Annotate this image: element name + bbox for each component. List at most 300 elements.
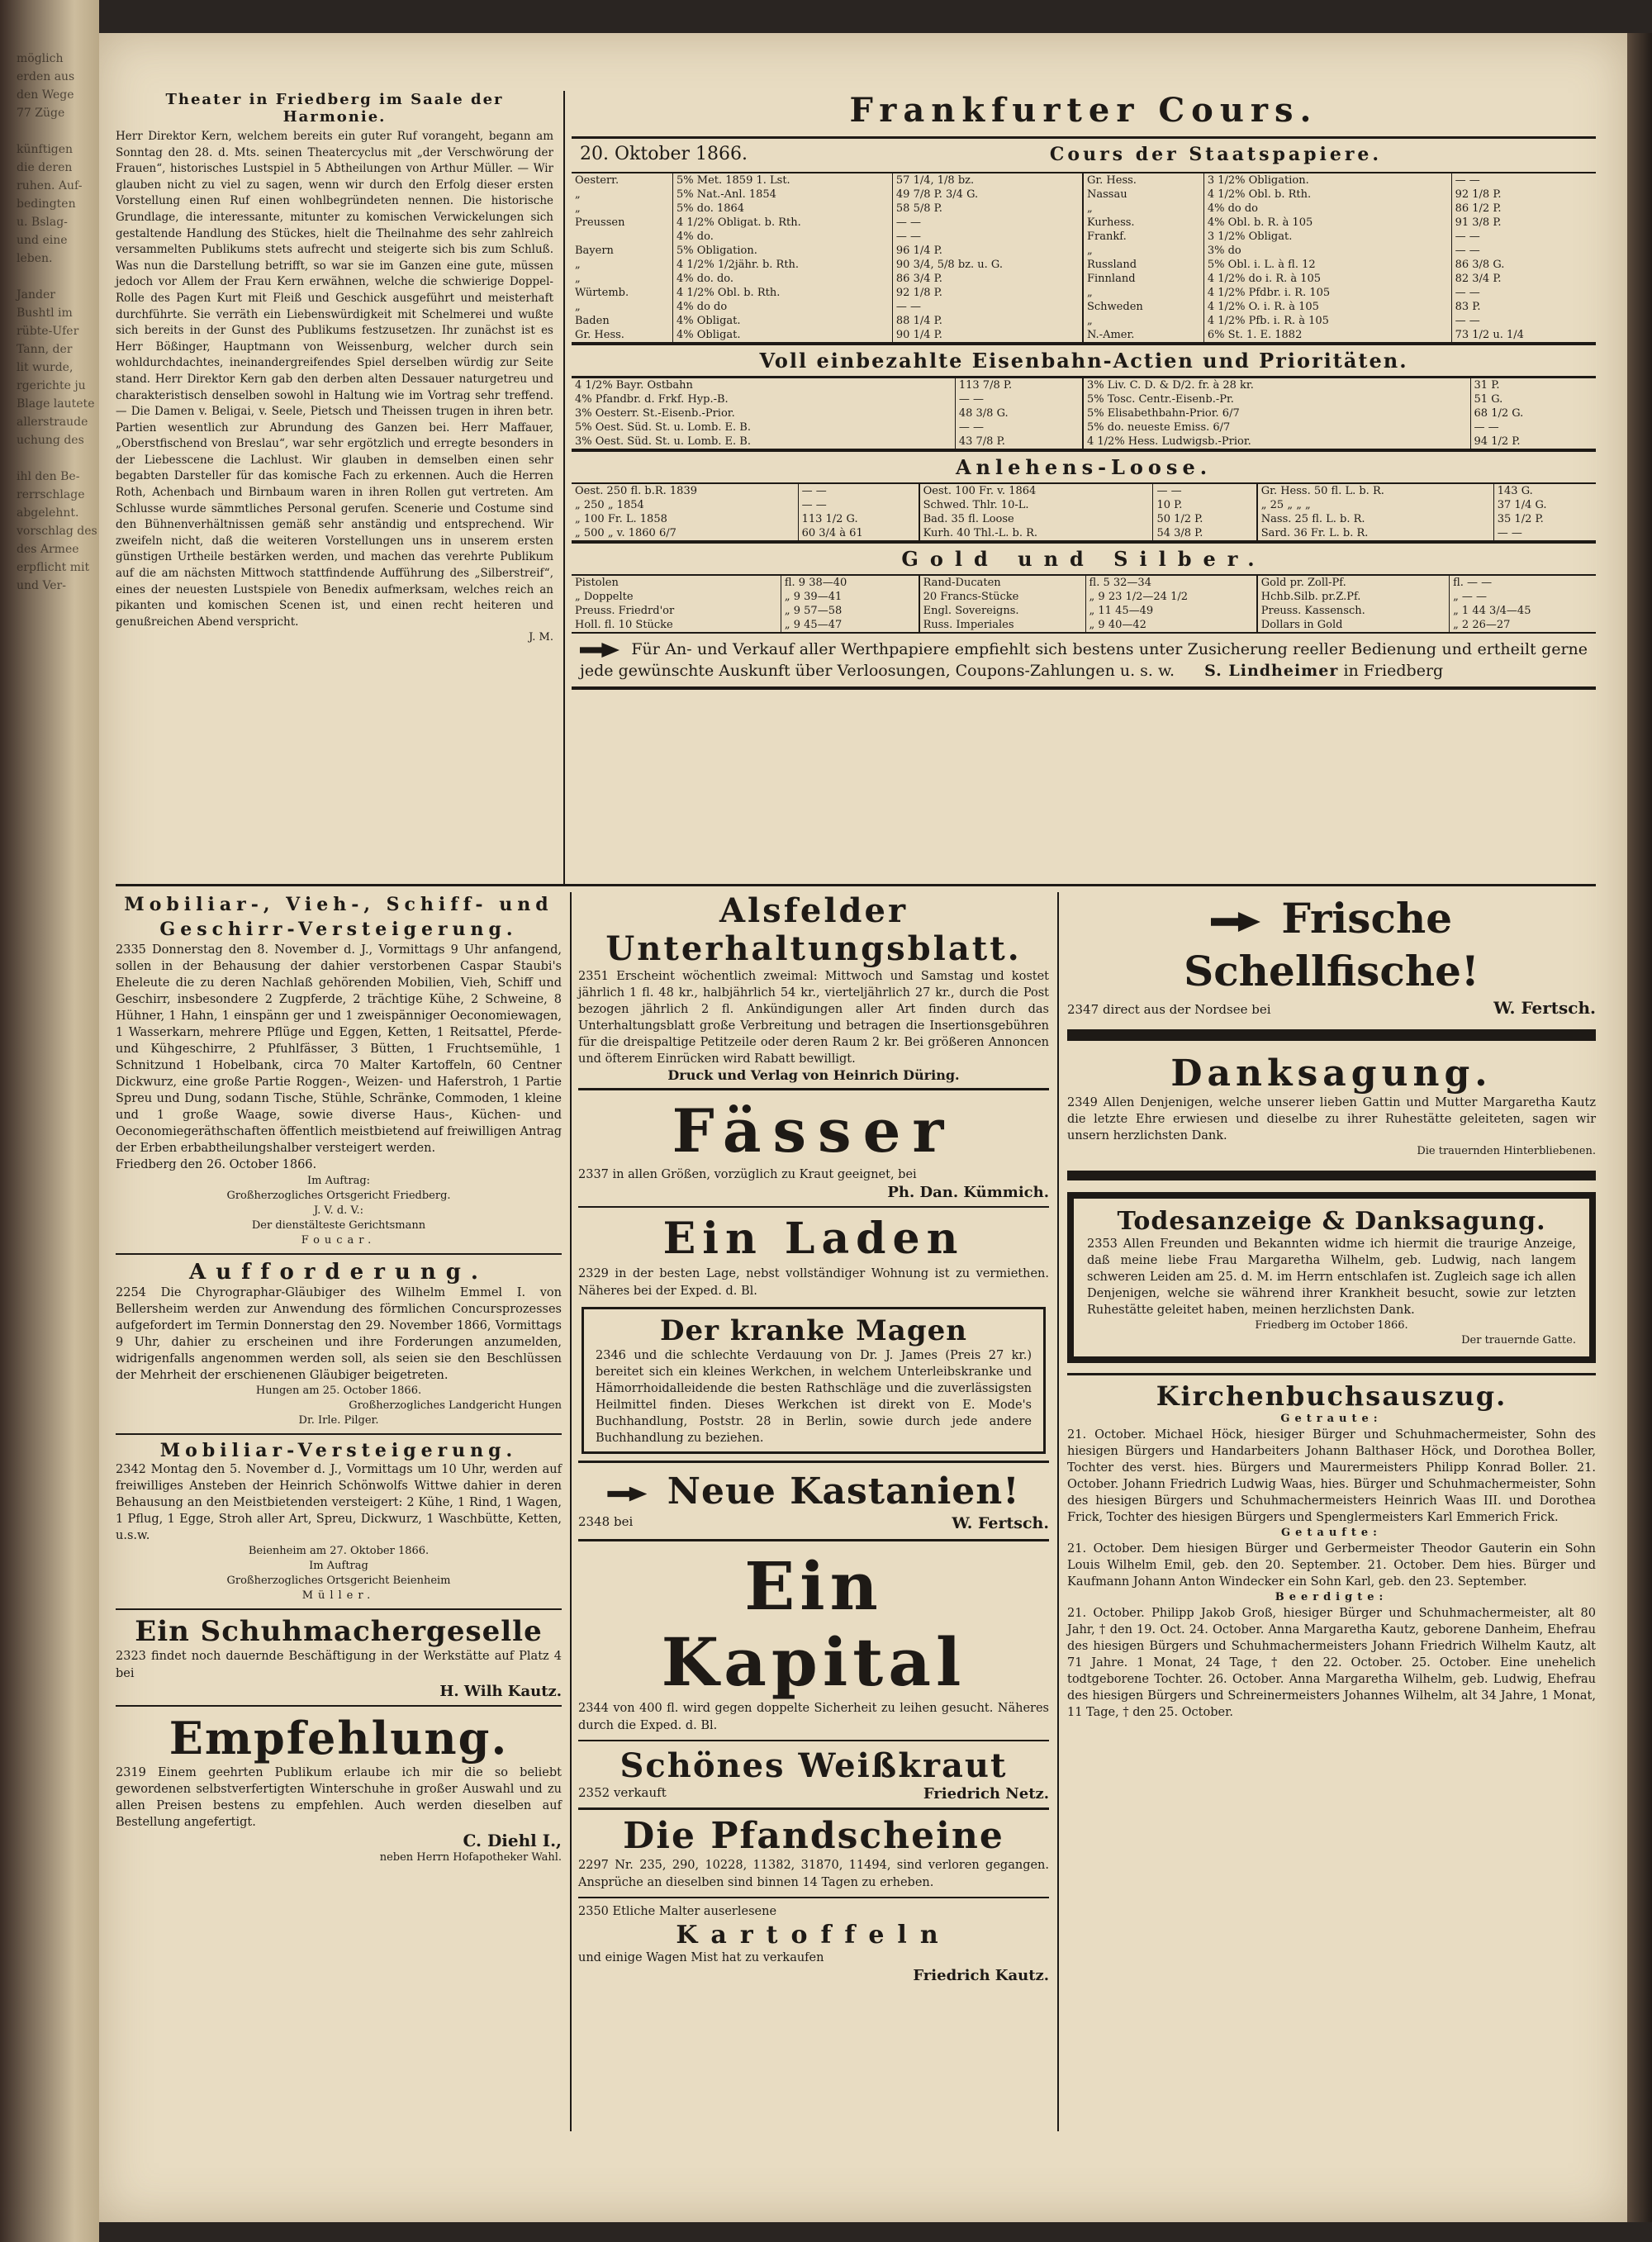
table-cell: — — [958,393,984,406]
table-row [1258,484,1596,498]
table-cell: 3% Oest. Süd. St. u. Lomb. E. B. [572,435,955,449]
table-cell: 96 1/4 P. [895,245,942,257]
table-cell: Oesterr. [572,173,673,188]
table-row [1084,202,1596,216]
table-cell: „ [572,202,673,216]
table-row [1084,406,1596,420]
getaufte-text: 21. October. Dem hiesigen Bürger und Gerbermeister Theodor Gauterin ein Sohn Louis Wilhelm Emil, geb. den 20. September. 21. October. Dem hies. Bürger und Kaufmann Johann Anton Windecker ein Sohn Karl, geb. den 23. September. [1067,1542,1596,1589]
kastanien-bei: bei [613,1514,634,1529]
kapital-ad [578,1548,1049,1735]
empfehlung-addr: neben Herrn Hofapotheker Wahl. [379,1851,562,1864]
table-row [1084,314,1596,328]
empfehlung-title: Empfehlung. [169,1712,509,1765]
alsfelder-title-1: Alsfelder [719,891,909,930]
table-cell: 4 1/2% do i. R. à 105 [1203,272,1451,286]
table-row [920,526,1257,540]
table-cell: 4 1/2% Obl. b. Rth. [1203,188,1451,202]
kartoffeln-name: Friedrich Kautz. [913,1967,1049,1984]
table-cell: — — [1156,485,1182,497]
table-cell: 5% Obl. i. L. à fl. 12 [1203,258,1451,272]
table-cell: 86 3/4 P. [895,273,942,285]
table-cell: 86 1/2 P. [1455,202,1502,215]
loose-title: Anlehens-Loose. [572,449,1596,484]
table-cell: 5% Met. 1859 1. Lst. [673,173,893,188]
table-cell: „ 9 23 1/2—24 1/2 [1089,591,1189,603]
pfandscheine-title: Die Pfandscheine [623,1815,1004,1857]
table-cell: „ — — [1453,591,1488,603]
table-cell: Oest. 250 fl. b.R. 1839 [572,484,798,498]
faesser-name: Ph. Dan. Kümmich. [887,1184,1049,1201]
table-row [572,392,1083,406]
table-cell: „ [572,272,673,286]
table-cell: Oest. 100 Fr. v. 1864 [920,484,1153,498]
cours-title: Frankfurter Cours. [849,91,1318,130]
table-cell: 6% St. 1. E. 1882 [1203,328,1451,342]
weisskraut-ad [578,1746,1049,1803]
kartoffeln-ad [578,1903,1049,1984]
table-cell: — — [895,216,922,229]
table-cell: 4% Obligat. [673,328,893,342]
table-row [1084,272,1596,286]
table-cell: „ 11 45—49 [1089,605,1154,617]
table-cell: 143 G. [1497,485,1533,497]
table-cell: „ 250 „ 1854 [572,498,798,512]
magen-text: 2346 und die schlechte Verdauung von Dr. J. James (Preis 27 kr.) bereitet sich ein kleines Werkchen, in welchem Unterleibskranke und Hämorrhoidalleidende die besten Rathschläge und die zuverlässigsten Heilmittel finden. Dieses Werkchen ist direkt von E. Mode's Buchhandlung, Poststr. 28 in Berlin, sowie durch jede andere Buchhandlung zu beziehen. [596,1349,1032,1445]
table-cell: 4 1/2% 1/2jähr. b. Rth. [673,258,893,272]
table-cell: Kurhess. [1084,216,1203,230]
table-cell: — — [895,301,922,313]
table-cell: Würtemb. [572,286,673,300]
mobiliar-1-ivd: J. V. d. V.: [313,1204,364,1217]
table-cell: 31 P. [1474,379,1500,392]
theater-article [116,91,553,645]
pointing-hand-icon [580,643,620,658]
schellfische-title: Frische Schellfische! [1184,894,1479,995]
empfehlung-ad [116,1712,562,1865]
table-cell: 57 1/4, 1/8 bz. [895,174,975,187]
kastanien-num: 2348 [578,1514,610,1529]
table-cell: „ 9 45—47 [784,619,843,631]
table-cell: 10 P. [1156,499,1183,511]
table-row [572,188,1083,202]
table-cell: „ 2 26—27 [1453,619,1511,631]
table-row [1084,300,1596,314]
aufforderung-names: Dr. Irle. Pilger. [298,1414,379,1427]
todesanzeige-date: Friedberg im October 1866. [1255,1319,1408,1332]
aufforderung-date: Hungen am 25. October 1866. [255,1385,422,1397]
table-row [572,202,1083,216]
table-row [1084,173,1596,188]
table-cell: Preuss. Friedrd'or [572,604,781,618]
table-row [572,230,1083,244]
table-cell: — — [1455,245,1480,257]
beerdigte-text: 21. October. Philipp Jakob Groß, hiesiger Bürger und Schuhmachermeister, alt 80 Jahr, † den 19. Oct. 24. October. Anna Margaretha Kautz, geborene Danheim, Ehefrau des hiesigen Bürgers und Schuhmachermeisters Johann Friedrich Wilhelm Kautz, alt 71 Jahre. 1 Monat, 24 Tage, † den 22. October. 25. October. Eine unehelich todtgeborene Tochter. 26. October. Anna Margaretha Wilhelm, geb. Ludwig, Ehefrau des hiesigen Bürgers und Schreinermeisters Johannes Wilhelm, alt 34 Jahre, 1 Monat, 11 Tage, † den 25. October. [1067,1607,1596,1719]
table-cell: Gr. Hess. [1084,173,1203,188]
lindheimer-notice [572,632,1596,686]
table-cell: 20 Francs-Stücke [920,590,1085,604]
table-cell: „ 500 „ v. 1860 6/7 [572,526,798,540]
pointing-hand-icon [1211,912,1260,932]
table-cell: — — [801,499,827,511]
danksagung-text: 2349 Allen Denjenigen, welche unserer lieben Gattin und Mutter Margaretha Kautz die letzte Ehre erwiesen und dieselbe zu ihrer Ruhestätte geleiteten, sagen wir unsern herzlichsten Dank. [1067,1096,1596,1142]
table-cell: 4% Obl. b. R. à 105 [1203,216,1451,230]
danksagung-ad [1067,1052,1596,1159]
empfehlung-text: 2319 Einem geehrten Publikum erlaube ich mir die so beliebt gewordenen selbstverfertigten Winterschuhe in großer Auswahl und zu allen Preisen bestens zu empfehlen. Auch werden dieselben auf Bestellung angefertigt. [116,1766,562,1829]
table-cell: 3 1/2% Obligat. [1203,230,1451,244]
table-row [1258,604,1596,618]
table-row [920,484,1257,498]
table-row [1258,590,1596,604]
pfandscheine-ad [578,1815,1049,1892]
table-cell: Bayern [572,244,673,258]
getaufte-heading: Getaufte: [1281,1527,1382,1539]
table-cell: 5% Tosc. Centr.-Eisenb.-Pr. [1084,392,1470,406]
getraute-heading: Getraute: [1280,1413,1383,1425]
table-row [572,576,919,590]
table-cell: „ [572,188,673,202]
table-cell: „ 9 57—58 [784,605,843,617]
weisskraut-name: Friedrich Netz. [923,1785,1049,1803]
mobiliar-ad-2 [116,1440,562,1603]
table-cell: — — [1455,230,1480,243]
mobiliar-1-official: Der dienstälteste Gerichtsmann [251,1219,426,1232]
table-cell: Schwed. Thlr. 10-L. [920,498,1153,512]
table-cell: Nassau [1084,188,1203,202]
lindheimer-place: in Friedberg [1343,662,1444,680]
table-cell: 4% do do [673,300,893,314]
table-cell: 86 3/8 G. [1455,259,1505,271]
table-row [572,512,919,526]
table-cell: 88 1/4 P. [895,315,942,327]
table-row [572,173,1083,188]
schellfische-text: 2347 direct aus der Nordsee bei [1067,1002,1271,1017]
table-row [572,328,1083,342]
left-column-ads [116,892,562,1865]
mobiliar-1-auftrag: Im Auftrag: [306,1175,371,1187]
table-row [572,420,1083,435]
faesser-text: 2337 in allen Größen, vorzüglich zu Kraut geeignet, bei [578,1168,917,1181]
eisenbahn-tables [572,378,1596,449]
schellfische-name: W. Fertsch. [1493,998,1596,1018]
empfehlung-name: C. Diehl I., [463,1831,562,1850]
table-cell: 4 1/2% Pfb. i. R. à 105 [1203,314,1451,328]
pfandscheine-text: 2297 Nr. 235, 290, 10228, 11382, 31870, 11494, sind verloren gegangen. Ansprüche an dieselben sind binnen 14 Tagen zu erheben. [578,1859,1049,1889]
gold-tables [572,576,1596,632]
table-cell: 91 3/8 P. [1455,216,1502,229]
loose-table-1 [572,484,920,540]
table-cell: „ [1084,244,1203,258]
table-cell: 4 1/2% Obligat. b. Rth. [673,216,893,230]
table-cell: Bad. 35 fl. Loose [920,512,1153,526]
table-cell: 60 3/4 à 61 [801,527,863,539]
table-cell: „ Doppelte [572,590,781,604]
table-cell: Nass. 25 fl. L. b. R. [1258,512,1493,526]
eisenbahn-table-right [1084,378,1596,449]
table-cell: 4% Pfandbr. d. Frkf. Hyp.-B. [572,392,955,406]
table-cell: 92 1/8 P. [895,287,942,299]
table-row [1084,392,1596,406]
mobiliar-1-court: Großherzogliches Ortsgericht Friedberg. [226,1190,451,1202]
table-cell: Frankf. [1084,230,1203,244]
black-rule [1067,1171,1596,1180]
eisenbahn-title: Voll einbezahlte Eisenbahn-Actien und Prioritäten. [572,342,1596,378]
table-cell: 48 3/8 G. [958,407,1009,420]
theater-title: Theater in Friedberg im Saale der Harmonie. [165,91,504,126]
theater-text: Herr Direktor Kern, welchem bereits ein guter Ruf vorangeht, begann am Sonntag den 28. d. Mts. seinen Theatercyclus mit „der Verschwörung der Frauen“, historisches Lustspiel in 5 Abtheilungen von Arthur Müller. — Wir glauben nicht zu viel zu sagen, wenn wir durch den Erfolg dieser ersten Vorstellung einen Ruf einen wohlbegründeten nennen. Die historische Grundlage, die interessante, mitunter zu komischen Verwickelungen sich gestaltende Handlung des Stückes, hielt die Theilnahme des sehr zahlreich versammelten Publikums stets aufrecht und steigerte sich bis zum Schluß. Was nun die Darstellung betrifft, so war sie im Ganzen eine gute, müssen jedoch vor Allem der Frau Kern erwähnen, welche die schwierige Doppel-Rolle des Pagen Kurt mit Fleiß und Geschick ausgeführt und meisterhaft durchführte. Sie verräth ein Liebenswürdigkeit mit Schelmerei und wußte sich bereits in der Gunst des Publikums festzusetzen. Ihr zunächst ist es Herr Bößinger, Hauptmann von Weissenburg, welcher durch sein wohldurchdachtes, ineinandergreifendes Spiel derselben würdig zur Seite stand. Herr Direktor Kern gab den derben alten Dessauer naturgetreu und charakteristisch denselben sowohl in Haltung wie im Vortrag sehr treffend. — Die Damen v. Beligai, v. Seele, Pietsch und Theissen trugen in ihren betr. Partien wesentlich zur Abrundung des Ganzen bei. Herr Maffauer, „Oberstfischend von Breslau“, war sehr ergötzlich und erregte besonders in der Liebesscene die Lachlust. Wir glauben in demselben einen sehr begabten Darsteller für das komische Fach zu erkennen. Auch die Herren Roth, Achenbach und Birnbaum waren in ihren Rollen gut vertreten. Am Schlusse wurde sämmtliches Personal gerufen. Scenerie und Costume sind den Bühnenverhältnissen gemäß sehr anständig und entsprechend. Wir zweifeln nicht, daß die weiteren Vorstellungen uns in unserem ersten günstigen Urtheile bestärken werden, und machen das verehrte Publikum auf die am nächsten Mittwoch stattfindende Aufführung des „Silberstreif“, eines der neuesten Lustspiele von Benedix aufmerksam, welches reich an pikanten und komischen Scenen ist, und einen recht heiteren und genußreichen Abend verspricht. [116,130,553,629]
mobiliar-1-name: Foucar. [301,1234,377,1247]
table-cell: fl. — — [1453,577,1493,589]
middle-column-ads [578,892,1049,1984]
table-cell: 5% Oest. Süd. St. u. Lomb. E. B. [572,420,955,435]
table-cell: 5% Obligation. [673,244,893,258]
table-row [572,314,1083,328]
table-cell: N.-Amer. [1084,328,1203,342]
spine-text-fragments: möglich erden aus den Wege 77 Züge künftigen die deren ruhen. Auf- bedingten u. Bslag- und eine leben. Jander Bushtl im rübte-Ufer Tann, der lit wurde, rgerichte ju Blage lautete allerstraude uchung des ihl den Be- rerrschlage abgelehnt. vorschlag des des Armee erpflicht mit und Ver- [17,52,97,592]
weisskraut-title: Schönes Weißkraut [620,1746,1008,1785]
table-cell: 83 P. [1455,301,1481,313]
loose-tables [572,484,1596,540]
danksagung-sign: Die trauernden Hinterbliebenen. [1417,1145,1596,1157]
kirchenbuch-section [1067,1380,1596,1721]
theater-sign: J. M. [529,631,553,644]
table-cell: 4% do. do. [673,272,893,286]
mobiliar-2-text: 2342 Montag den 5. November d. J., Vormittags um 10 Uhr, werden auf freiwilliges Ansteben der Heinrich Schönwolfs Wittwe dahier in deren Behausung an den Meistbietenden versteigert: 2 Kühe, 1 Rind, 1 Wagen, 1 Pflug, 1 Egge, Stroh aller Art, Spreu, Dickwurz, 1 Waschbütte, Ketten, u.s.w. [116,1463,562,1542]
faesser-title: Fässer [672,1095,956,1166]
newspaper-page [99,33,1627,2222]
alsfelder-text: 2351 Erscheint wöchentlich zweimal: Mittwoch und Samstag und kostet jährlich 1 fl. 48 kr., halbjährlich 54 kr., vierteljährlich 27 kr., durch die Post bezogen jährlich 2 fl. Ankündigungen aller Art finden durch das Unterhaltungsblatt große Verbreitung und betragen die Insertionsgebühren für die dreispaltige Petitzeile oder deren Raum 2 kr. Bei größeren Annoncen und öfterem Einrücken wird Rabatt bewilligt. [578,970,1049,1066]
aufforderung-text: 2254 Die Chyrographar-Gläubiger des Wilhelm Emmel I. von Bellersheim werden zur Anwendung des förmlichen Concursprozesses aufgefordert im Termin Donnerstag den 29. November 1866, Vormittags 9 Uhr, dahier zu erscheinen und ihre Forderungen anzumelden, widrigenfalls angenommen werden soll, als seien sie den Beschlüssen der Mehrheit der erschienenen Gläubiger beigetreten. [116,1286,562,1382]
table-cell: Sard. 36 Fr. L. b. R. [1258,526,1493,540]
table-cell: fl. 5 32—34 [1089,577,1151,589]
mobiliar-1-date: Friedberg den 26. October 1866. [116,1158,317,1171]
magen-ad [582,1307,1046,1454]
section-divider [116,884,1596,886]
table-cell: 82 3/4 P. [1455,273,1502,285]
table-cell: Gr. Hess. [572,328,673,342]
lindheimer-text: Für An- und Verkauf aller Werthpapiere empfiehlt sich bestens unter Zusicherung reeller Bedienung und ertheilt gerne jede gewünschte Auskunft über Verloosungen, Coupons-Zahlungen u. s. w. [580,640,1588,680]
kartoffeln-intro: 2350 Etliche Malter auserlesene [578,1905,777,1918]
table-cell: Russ. Imperiales [920,618,1085,632]
table-row [572,216,1083,230]
faesser-ad [578,1095,1049,1201]
table-cell: 113 7/8 P. [958,379,1013,392]
table-cell: 4 1/2% Pfdbr. i. R. 105 [1203,286,1451,300]
table-row [1258,618,1596,632]
table-cell: — — [1497,527,1522,539]
table-row [572,272,1083,286]
kastanien-name: W. Fertsch. [952,1514,1049,1532]
table-cell: „ [1084,202,1203,216]
todesanzeige-text: 2353 Allen Freunden und Bekannten widme ich hiermit die traurige Anzeige, daß meine liebe Frau Margaretha Wilhelm, geb. Ludwig, nach langem schweren Leiden am 25. d. M. im Herrn entschlafen ist. Zugleich sage ich allen Denjenigen, welche sie während ihrer Krankheit besucht, sowie zur letzten Ruhestätte geleitet haben, meinen herzlichsten Dank. [1087,1237,1576,1317]
table-cell: 5% Nat.-Anl. 1854 [673,188,893,202]
cours-date: 20. Oktober 1866. [580,144,748,164]
table-cell: 51 G. [1474,393,1503,406]
table-cell: 54 3/8 P. [1156,527,1203,539]
table-row [1084,244,1596,258]
table-row [1084,216,1596,230]
table-row [572,590,919,604]
black-rule [1067,1029,1596,1041]
aufforderung-ad [116,1260,562,1428]
table-row [572,498,919,512]
table-row [1258,512,1596,526]
mobiliar-2-auftrag: Im Auftrag [309,1560,368,1572]
right-column-ads [1067,892,1596,1721]
gold-table-1 [572,576,920,632]
table-cell: Gr. Hess. 50 fl. L. b. R. [1258,484,1493,498]
book-spine [0,0,99,2242]
table-cell: — — [1455,315,1480,327]
table-row [572,526,919,540]
staats-table-right [1084,173,1596,342]
magen-title: Der kranke Magen [660,1314,967,1347]
table-row [572,378,1083,392]
table-cell: Kurh. 40 Thl.-L. b. R. [920,526,1153,540]
table-cell: 90 1/4 P. [895,329,942,341]
alsfelder-ad [578,892,1049,1083]
table-cell [572,230,673,244]
table-cell: 4 1/2% Obl. b. Rth. [673,286,893,300]
table-cell: „ 1 44 3/4—45 [1453,605,1531,617]
table-row [920,512,1257,526]
table-cell: 4% do. [673,230,893,244]
table-cell: 113 1/2 G. [801,513,858,525]
table-cell: Preuss. Kassensch. [1258,604,1450,618]
table-row [572,300,1083,314]
table-cell: 3% Liv. C. D. & D/2. fr. à 28 kr. [1084,378,1470,392]
loose-table-3 [1258,484,1596,540]
table-cell: Preussen [572,216,673,230]
table-cell: — — [895,230,922,243]
getraute-text: 21. October. Michael Höck, hiesiger Bürger und Schuhmachermeister, Sohn des hiesigen Bürgers und Handarbeiters Johann Balthaser Höck, und Dorothea Boller, Tochter des verst. hies. Bürgers und Maurermeisters Philipp Konrad Boller. 21. October. Johann Friedrich Ludwig Waas, hies. Bürger und Schuhmachermeister, Sohn des hiesigen Bürgers und Schuhmachermeisters Heinrich Waas III. und Dorothea Frick, Tochter des hiesigen Bürgers und Spenglermeisters Karl Emmerich Frick. [1067,1428,1596,1524]
table-cell: „ [1084,314,1203,328]
table-row [920,498,1257,512]
alsfelder-title-2: Unterhaltungsblatt. [605,929,1022,968]
table-cell: 4% do do [1203,202,1451,216]
table-row [572,604,919,618]
table-cell: 5% Elisabethbahn-Prior. 6/7 [1084,406,1470,420]
kapital-title: Ein Kapital [661,1547,966,1701]
table-cell: 94 1/2 P. [1474,435,1521,448]
table-cell: 58 5/8 P. [895,202,942,215]
table-row [572,406,1083,420]
schuhmacher-name: H. Wilh Kautz. [439,1683,562,1700]
table-cell: — — [801,485,827,497]
table-cell: 3 1/2% Obligation. [1203,173,1451,188]
mobiliar-2-court: Großherzogliches Ortsgericht Beienheim [226,1575,451,1587]
mobiliar-1-text: 2335 Donnerstag den 8. November d. J., Vormittags 9 Uhr anfangend, sollen in der Behausung der dahier verstorbenen Caspar Staubi's Eheleute die zu deren Nachlaß gehörenden Mobilien, Vieh, Schiff und Geschirr, insbesondere 2 Zugpferde, 2 trächtige Kühe, 2 Schweine, 8 Hühner, 1 Hahn, 1 einspänn ger und 1 zweispänniger Oeconomiewagen, 1 Wasserkarn, mehrere Pflüge und Eggen, Ketten, 1 Reitsattel, Pferde- und Kühgeschirre, 2 Pfuhlfässer, 3 Bütten, 1 Fruchtsemühle, 1 Schnitzund 1 Hobelbank, circa 70 Malter Kartoffeln, 60 Centner Dickwurz, eine große Partie Roggen-, Weizen- und Haferstroh, 1 Partie Spreu und Dung, sodann Tische, Stühle, Schränke, Commoden, 1 kleine und 1 große Waage, sowie diverse Haus-, Küchen- und Oeconomiegeräthschaften öffentlich meistbietend auf freiwilligen Antrag der Erben erbabtheilungshalber versteigert werden. [116,943,562,1155]
todesanzeige-title: Todesanzeige & Danksagung. [1117,1207,1546,1236]
kapital-text: 2344 von 400 fl. wird gegen doppelte Sicherheit zu leihen gesucht. Näheres durch die Exped. d. Bl. [578,1702,1049,1732]
table-cell: — — [1455,287,1480,299]
gold-title: Gold und Silber. [572,540,1596,576]
kirchenbuch-title: Kirchenbuchsauszug. [1156,1380,1507,1412]
table-cell: 3% do [1203,244,1451,258]
kastanien-title: Neue Kastanien! [667,1470,1020,1513]
table-cell: 5% do. neueste Emiss. 6/7 [1084,420,1470,435]
mobiliar-2-title: Mobiliar-Versteigerung. [159,1440,518,1461]
table-row [572,244,1083,258]
table-row [1084,328,1596,342]
table-cell: 4% Obligat. [673,314,893,328]
table-cell: Rand-Ducaten [920,576,1085,590]
schellfische-ad [1067,892,1596,1018]
table-row [572,484,919,498]
laden-text: 2329 in der besten Lage, nebst vollständiger Wohnung ist zu vermiethen. Näheres bei der Exped. d. Bl. [578,1267,1049,1298]
table-cell: 4 1/2% Bayr. Ostbahn [572,378,955,392]
mobiliar-ad-1 [116,892,562,1248]
gold-table-2 [920,576,1258,632]
table-row [572,258,1083,272]
table-cell: „ 9 40—42 [1089,619,1146,631]
table-row [920,604,1257,618]
table-row [1084,420,1596,435]
table-cell: „ [1084,286,1203,300]
table-row [920,618,1257,632]
column-divider [1057,892,1059,2131]
table-row [1084,188,1596,202]
table-row [1258,498,1596,512]
table-cell: Russland [1084,258,1203,272]
table-cell: 37 1/4 G. [1497,499,1547,511]
schuhmacher-text: 2323 findet noch dauernde Beschäftigung in der Werkstätte auf Platz 4 bei [116,1650,562,1680]
table-cell: Finnland [1084,272,1203,286]
laden-ad [578,1213,1049,1300]
table-cell: fl. 9 38—40 [784,577,847,589]
table-cell: 3% Oesterr. St.-Eisenb.-Prior. [572,406,955,420]
table-cell: 4 1/2% Hess. Ludwigsb.-Prior. [1084,435,1470,449]
kartoffeln-title: Kartoffeln [676,1921,952,1950]
schuhmacher-title: Ein Schuhmachergeselle [135,1615,543,1648]
mobiliar-2-date: Beienheim am 27. Oktober 1866. [248,1545,430,1557]
alsfelder-print: Druck und Verlag von Heinrich Düring. [667,1067,960,1083]
staats-tables [572,172,1596,342]
column-divider [563,91,565,884]
table-cell: Holl. fl. 10 Stücke [572,618,781,632]
mobiliar-1-title: Mobiliar-, Vieh-, Schiff- und Geschirr-Versteigerung. [124,894,553,940]
todesanzeige-ad [1067,1192,1596,1363]
column-divider [570,892,572,2131]
table-row [572,435,1083,449]
table-cell: 73 1/2 u. 1/4 [1455,329,1524,341]
lindheimer-sign: S. Lindheimer [1204,662,1339,680]
kartoffeln-text: und einige Wagen Mist hat zu verkaufen [578,1951,824,1964]
beerdigte-heading: Beerdigte: [1275,1591,1389,1603]
table-cell: „ [572,300,673,314]
book-edge [1627,33,1652,2222]
table-cell: Hchb.Silb. pr.Z.Pf. [1258,590,1450,604]
table-cell: „ 25 „ „ „ [1258,498,1493,512]
loose-table-2 [920,484,1258,540]
staats-table-left [572,173,1084,342]
table-cell: Dollars in Gold [1258,618,1450,632]
danksagung-title: Danksagung. [1170,1052,1493,1095]
aufforderung-court: Großherzogliches Landgericht Hungen [349,1399,562,1412]
table-cell: Pistolen [572,576,781,590]
kastanien-ad [578,1470,1049,1532]
table-cell: Gold pr. Zoll-Pf. [1258,576,1450,590]
table-cell: Schweden [1084,300,1203,314]
mobiliar-2-name: Müller. [301,1589,376,1602]
table-cell: 35 1/2 P. [1497,513,1544,525]
schuhmacher-ad [116,1615,562,1700]
table-cell: „ 9 39—41 [784,591,843,603]
weisskraut-text: 2352 verkauft [578,1785,667,1800]
table-cell: Baden [572,314,673,328]
table-cell: 43 7/8 P. [958,435,1005,448]
table-cell: „ [572,258,673,272]
todesanzeige-sign: Der trauernde Gatte. [1461,1334,1576,1347]
